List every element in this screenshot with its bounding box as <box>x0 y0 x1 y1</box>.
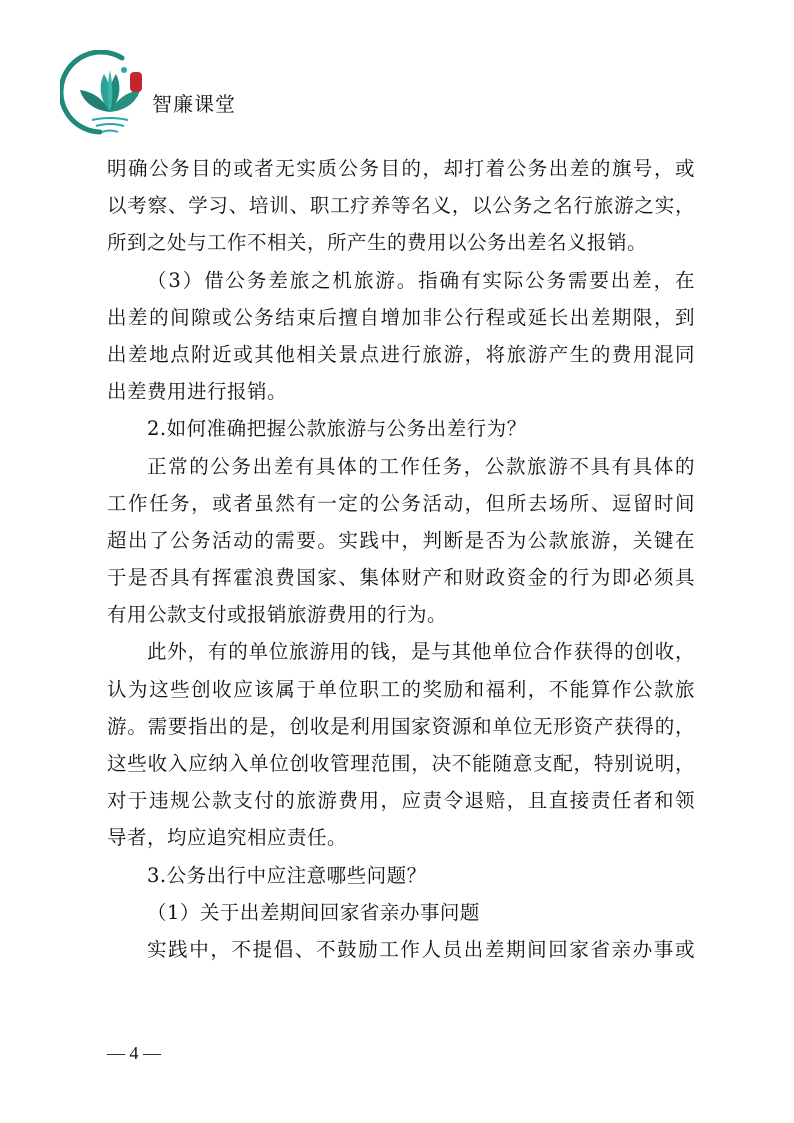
document-body <box>107 150 695 968</box>
text-line: 出差地点附近或其他相关景点进行旅游，将旅游产生的费用混同 <box>107 342 695 366</box>
text-line: 2.如何准确把握公款旅游与公务出差行为？ <box>147 417 527 441</box>
text-line: 这些收入应纳入单位创收管理范围，决不能随意支配，特别说明， <box>107 752 695 775</box>
text-line: 正常的公务出差有具体的工作任务，公款旅游不具有具体的 <box>147 454 695 478</box>
text-line: 有用公款支付或报销旅游费用的行为。 <box>107 603 448 627</box>
text-line: 认为这些创收应该属于单位职工的奖励和福利，不能算作公款旅 <box>107 677 695 701</box>
text-line: 实践中，不提倡、不鼓励工作人员出差期间回家省亲办事或 <box>147 937 695 961</box>
text-line: （1）关于出差期间回家省亲办事问题 <box>147 900 480 924</box>
text-line: 3.公务出行中应注意哪些问题？ <box>147 863 427 887</box>
text-line: 于是否具有挥霍浪费国家、集体财产和财政资金的行为即必须具 <box>107 566 695 590</box>
logo-title: 智廉课堂 <box>152 92 236 116</box>
text-line: （3）借公务差旅之机旅游。指确有实际公务需要出差，在 <box>147 268 695 292</box>
page-number: — 4 — <box>107 1043 161 1063</box>
text-line: 游。需要指出的是，创收是利用国家资源和单位无形资产获得的， <box>107 714 695 738</box>
text-line: 出差费用进行报销。 <box>107 380 288 404</box>
text-line: 明确公务目的或者无实质公务目的，却打着公务出差的旗号，或 <box>107 157 695 180</box>
header-logo <box>60 50 260 140</box>
lotus-logo-icon <box>60 50 160 140</box>
text-line: 此外，有的单位旅游用的钱，是与其他单位合作获得的创收， <box>147 640 695 664</box>
text-line: 超出了公务活动的需要。实践中，判断是否为公款旅游，关键在 <box>107 528 695 552</box>
text-line: 导者，均应追究相应责任。 <box>107 826 348 850</box>
text-line: 以考察、学习、培训、职工疗养等名义，以公务之名行旅游之实， <box>107 194 695 218</box>
text-line: 出差的间隙或公务结束后擅自增加非公行程或延长出差期限，到 <box>107 305 695 329</box>
text-line: 工作任务，或者虽然有一定的公务活动，但所去场所、逗留时间 <box>107 491 695 515</box>
text-line: 所到之处与工作不相关，所产生的费用以公务出差名义报销。 <box>107 231 648 255</box>
text-line: 对于违规公款支付的旅游费用，应责令退赔，且直接责任者和领 <box>107 789 695 813</box>
